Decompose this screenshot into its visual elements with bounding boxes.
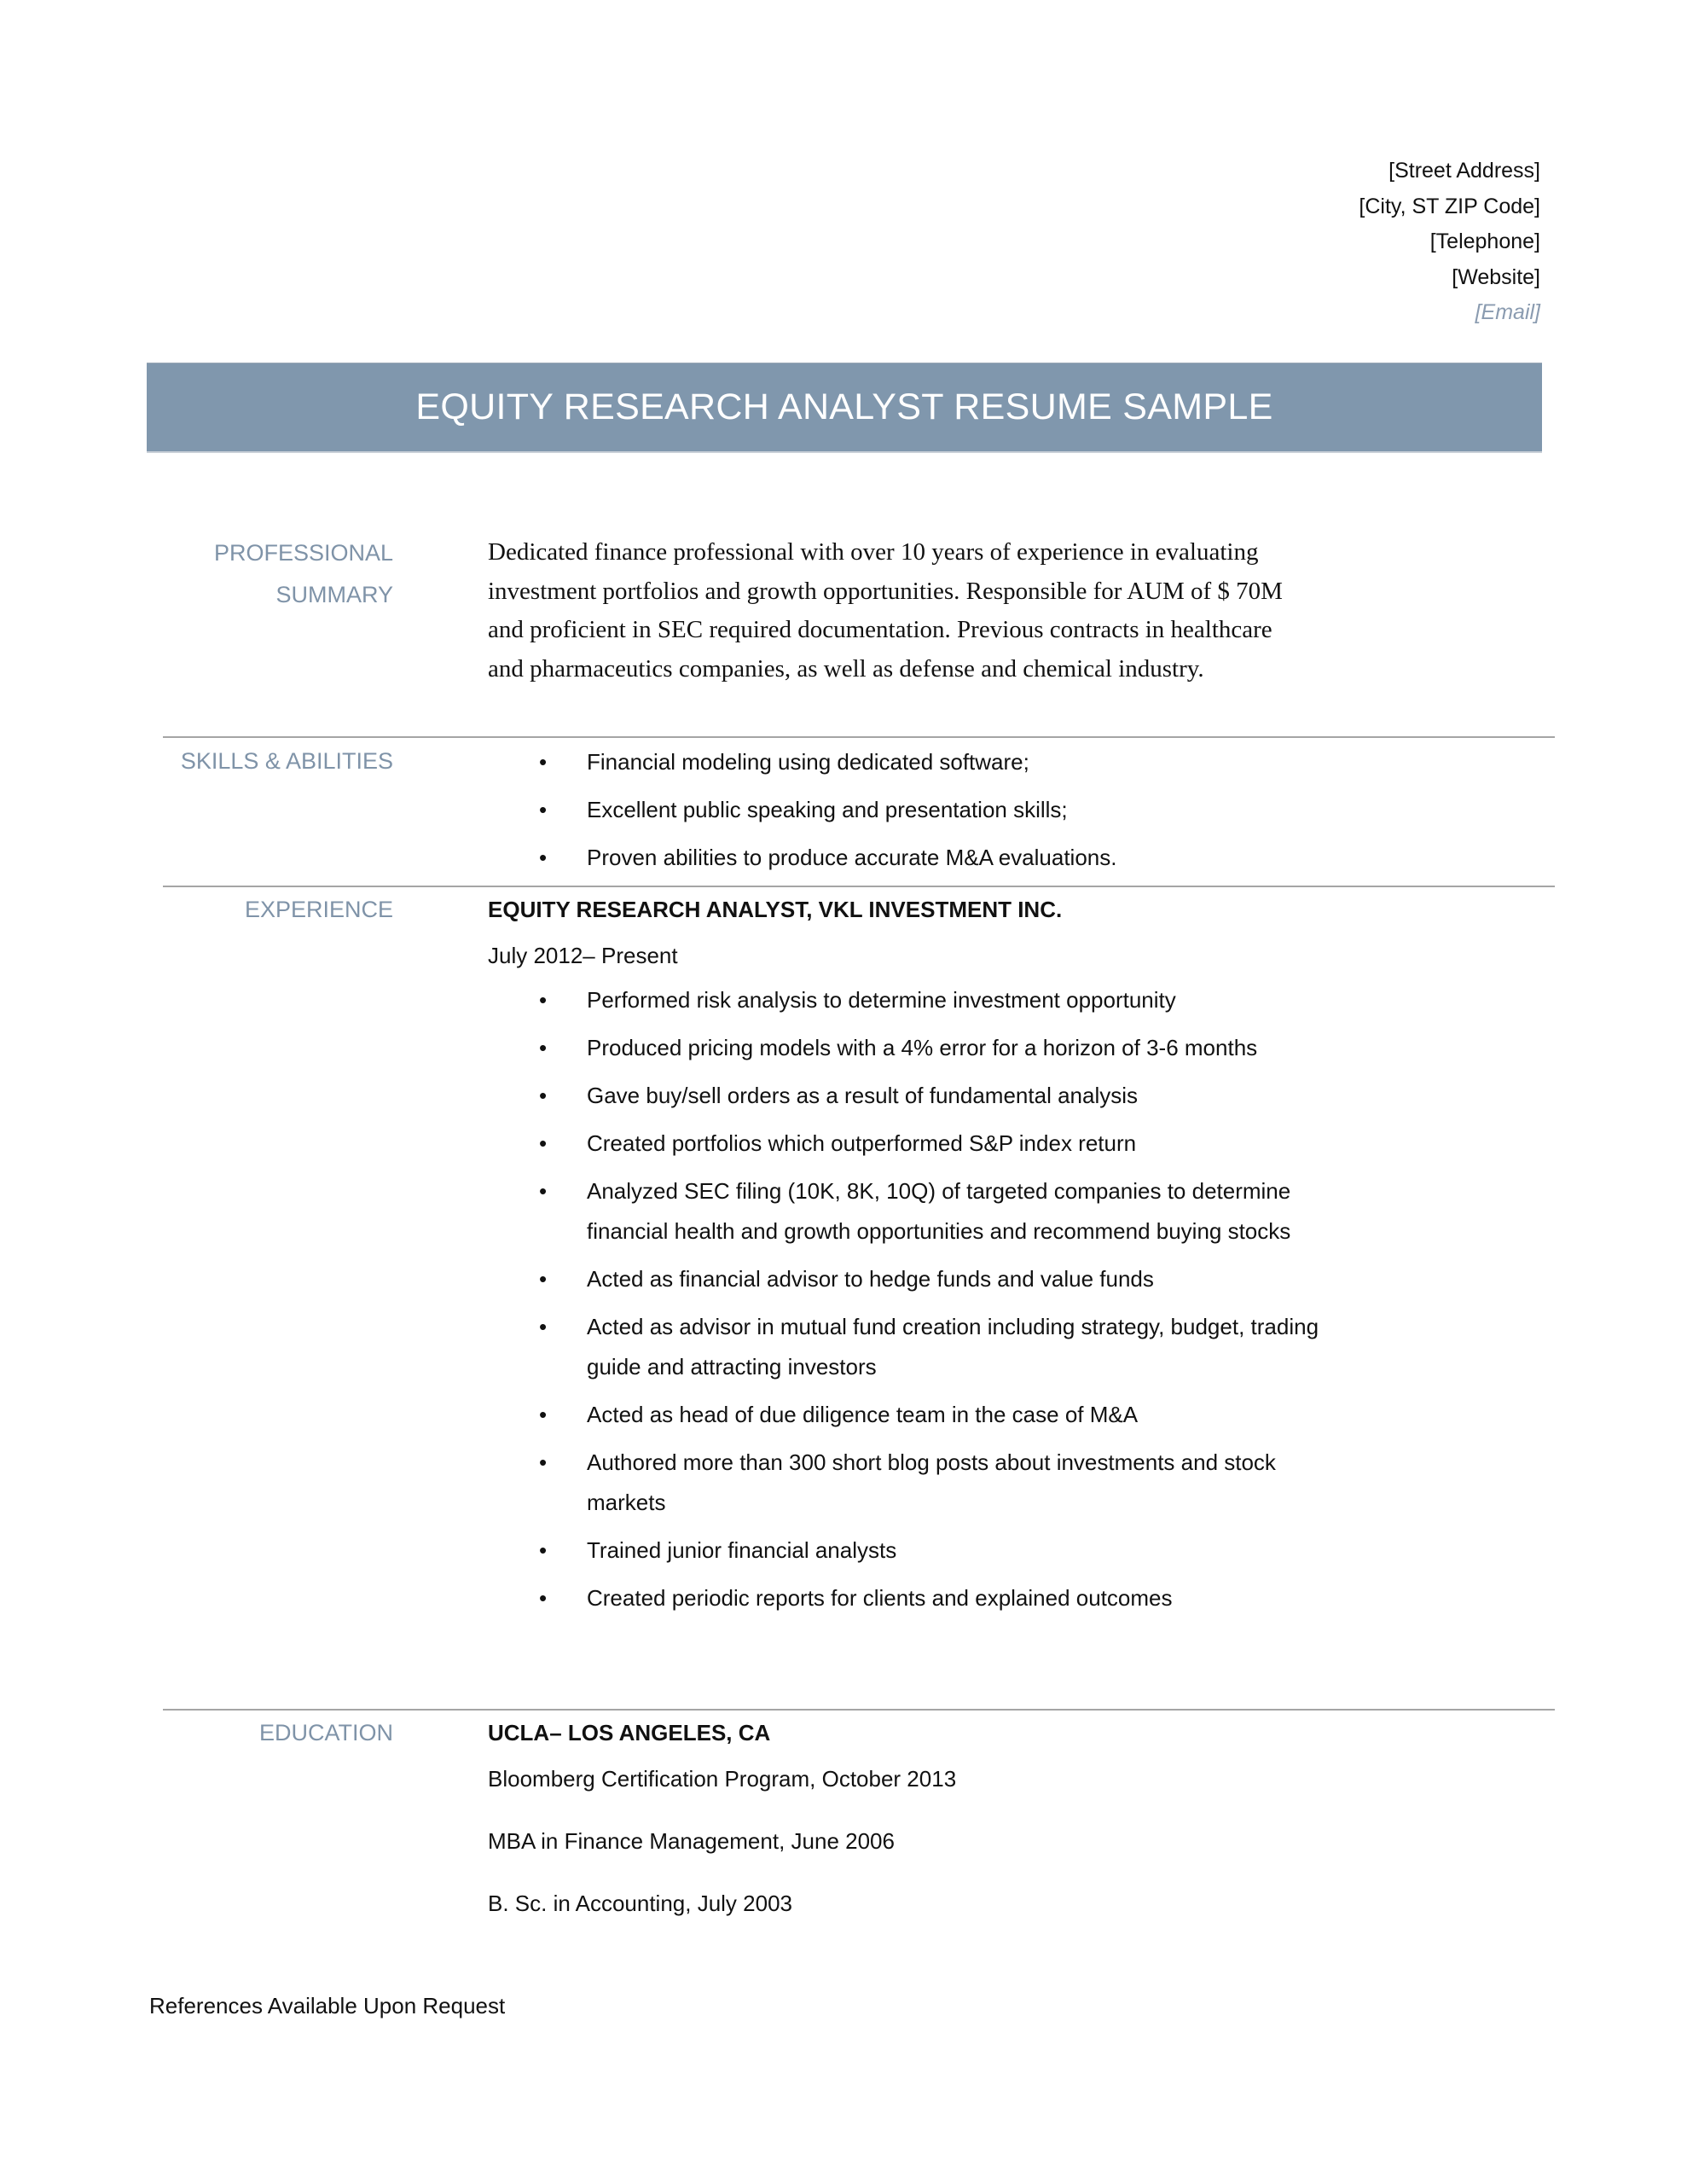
skills-list-container bbox=[488, 742, 1341, 886]
list-item: • Created portfolios which outperformed S&P index return bbox=[488, 1124, 1320, 1164]
school-name: UCLA– LOS ANGELES, CA bbox=[488, 1720, 771, 1745]
section-label-experience: EXPERIENCE bbox=[244, 897, 393, 922]
summary-text: Dedicated finance professional with over 10 years of experience in evaluating investment portfolios and growth opportunities. Responsible for AUM of $ 70M and proficient in SEC required documentation. Previous contracts in healthcare and pharmaceutics companies, as well as defense and chemical industry. bbox=[488, 538, 1283, 683]
list-item: • Acted as head of due diligence team in the case of M&A bbox=[488, 1395, 1320, 1435]
section-label-summary bbox=[136, 532, 393, 616]
skills-list bbox=[488, 742, 1341, 878]
list-item: • Acted as financial advisor to hedge funds and value funds bbox=[488, 1259, 1320, 1299]
contact-block bbox=[1359, 154, 1540, 331]
label-line: PROFESSIONAL bbox=[213, 540, 393, 566]
list-item: • Authored more than 300 short blog posts about investments and stock markets bbox=[488, 1443, 1320, 1523]
section-label-skills: SKILLS & ABILITIES bbox=[180, 748, 393, 774]
list-item: • Analyzed SEC filing (10K, 8K, 10Q) of targeted companies to determine financial health and growth opportunities and recommend buying stocks bbox=[488, 1171, 1320, 1252]
experience-list bbox=[488, 980, 1341, 1618]
education-entry: B. Sc. in Accounting, July 2003 bbox=[488, 1891, 792, 1916]
telephone: [Telephone] bbox=[1429, 229, 1540, 253]
list-item: • Produced pricing models with a 4% error for a horizon of 3-6 months bbox=[488, 1028, 1320, 1068]
section-label-education: EDUCATION bbox=[258, 1720, 393, 1745]
list-item: • Excellent public speaking and presentation skills; bbox=[488, 790, 1320, 830]
job-dates: July 2012– Present bbox=[488, 943, 678, 968]
list-item: • Financial modeling using dedicated software; bbox=[488, 742, 1320, 782]
divider bbox=[163, 736, 1555, 738]
email: [Email] bbox=[1475, 300, 1540, 324]
list-item: • Created periodic reports for clients and explained outcomes bbox=[488, 1578, 1320, 1618]
city-zip: [City, ST ZIP Code] bbox=[1359, 194, 1540, 218]
label-line: SUMMARY bbox=[275, 582, 393, 607]
references-note: References Available Upon Request bbox=[149, 1993, 506, 2018]
page-title: EQUITY RESEARCH ANALYST RESUME SAMPLE bbox=[415, 386, 1273, 427]
list-item: • Proven abilities to produce accurate M&A evaluations. bbox=[488, 838, 1320, 878]
street-address: [Street Address] bbox=[1388, 159, 1540, 183]
education-entry: Bloomberg Certification Program, October 2013 bbox=[488, 1766, 957, 1792]
title-banner bbox=[147, 363, 1542, 453]
list-item: • Trained junior financial analysts bbox=[488, 1531, 1320, 1571]
job-title: EQUITY RESEARCH ANALYST, VKL INVESTMENT INC. bbox=[488, 897, 1063, 922]
list-item: • Gave buy/sell orders as a result of fundamental analysis bbox=[488, 1076, 1320, 1116]
experience-content bbox=[488, 886, 1341, 1626]
education-entry: MBA in Finance Management, June 2006 bbox=[488, 1828, 895, 1854]
list-item: • Acted as advisor in mutual fund creation including strategy, budget, trading guide and attracting investors bbox=[488, 1307, 1320, 1387]
education-content bbox=[488, 1710, 1341, 1926]
list-item: • Performed risk analysis to determine investment opportunity bbox=[488, 980, 1320, 1020]
website: [Website] bbox=[1452, 264, 1540, 289]
